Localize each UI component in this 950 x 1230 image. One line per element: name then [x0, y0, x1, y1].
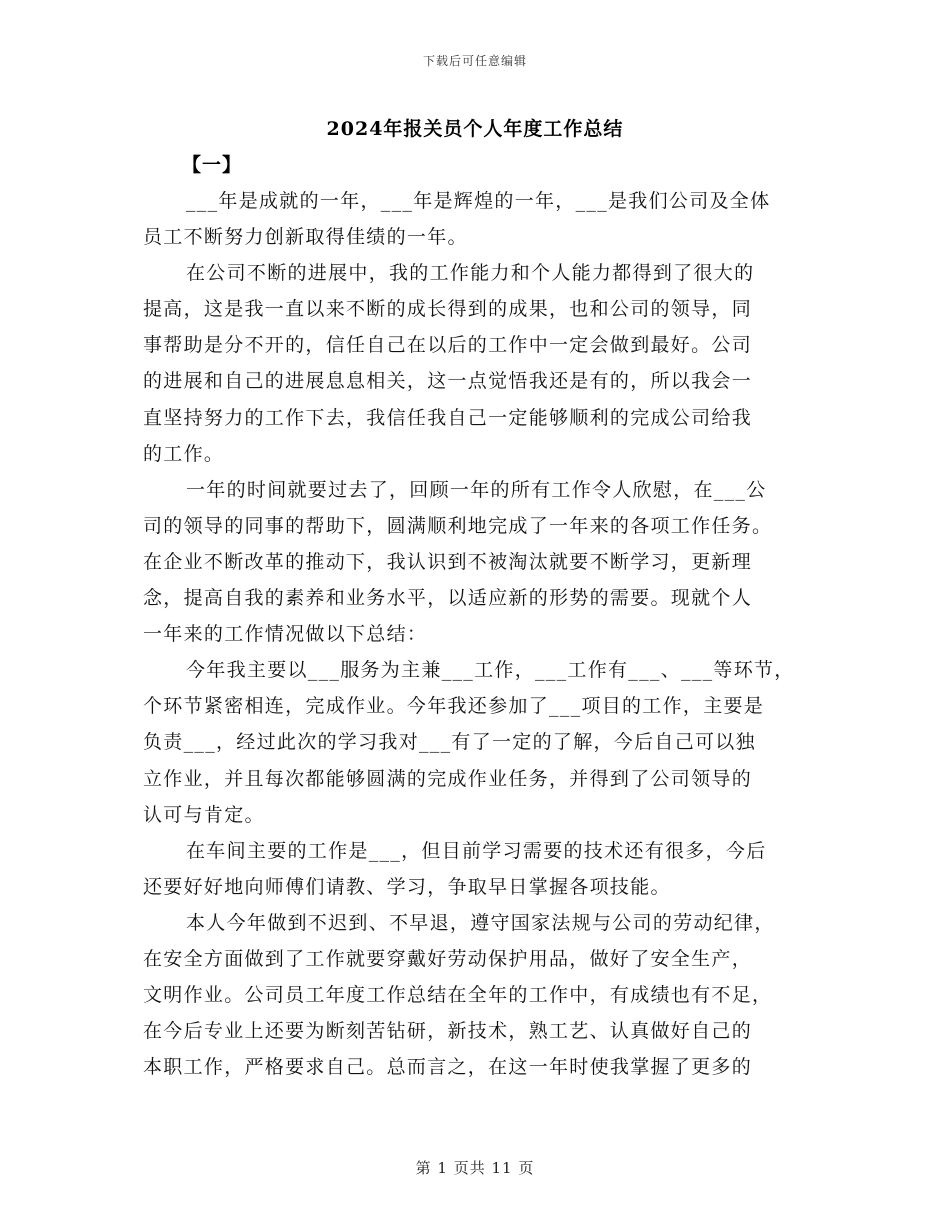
page-indicator: 第 1 页共 11 页 [415, 1159, 535, 1177]
body-text-line: 在车间主要的工作是___，但目前学习需要的技术还有很多，今后 [186, 839, 767, 862]
body-text-line: 提高，这是我一直以来不断的成长得到的成果，也和公司的领导，同 [143, 298, 753, 321]
section-label: 【一】 [182, 154, 243, 176]
body-text-line: 本人今年做到不迟到、不早退，遵守国家法规与公司的劳动纪律， [186, 911, 775, 934]
body-text-line: 今年我主要以___服务为主兼___工作，___工作有___、___等环节， [186, 659, 795, 682]
body-text-line: 在今后专业上还要为断刻苦钻研，新技术，熟工艺、认真做好自己的 [143, 1020, 753, 1043]
body-text-line: 文明作业。公司员工年度工作总结在全年的工作中，有成绩也有不足， [143, 984, 773, 1007]
body-text-line: 直坚持努力的工作下去，我信任我自己一定能够顺利的完成公司给我 [143, 406, 753, 429]
body-text-line: 司的领导的同事的帮助下，圆满顺利地完成了一年来的各项工作任务。 [143, 514, 773, 537]
body-text-line: 念，提高自我的素养和业务水平，以适应新的形势的需要。现就个人 [143, 587, 753, 610]
body-text-line: 一年来的工作情况做以下总结： [143, 623, 428, 646]
body-text-line: ___年是成就的一年，___年是辉煌的一年，___是我们公司及全体 [186, 190, 771, 212]
body-text-line: 的进展和自己的进展息息相关，这一点觉悟我还是有的，所以我会一 [143, 370, 753, 393]
body-text-line: 在公司不断的进展中，我的工作能力和个人能力都得到了很大的 [186, 262, 755, 285]
body-text-line: 员工不断努力创新取得佳绩的一年。 [143, 226, 468, 249]
body-text-line: 立作业，并且每次都能够圆满的完成作业任务，并得到了公司领导的 [143, 767, 753, 790]
body-text-line: 事帮助是分不开的，信任自己在以后的工作中一定会做到最好。公司 [143, 334, 753, 357]
document-title: 2024年报关员个人年度工作总结 [326, 118, 624, 140]
body-text-line: 负责___，经过此次的学习我对___有了一定的了解，今后自己可以独 [143, 731, 756, 754]
body-text-line: 一年的时间就要过去了，回顾一年的所有工作令人欣慰，在___公 [186, 478, 767, 501]
body-text-line: 在企业不断改革的推动下，我认识到不被淘汰就要不断学习，更新理 [143, 550, 753, 573]
body-text-line: 认可与肯定。 [143, 803, 265, 826]
body-text-line: 个环节紧密相连，完成作业。今年我还参加了___项目的工作，主要是 [143, 695, 765, 718]
body-text-line: 的工作。 [143, 442, 225, 465]
body-text-line: 在安全方面做到了工作就要穿戴好劳动保护用品，做好了安全生产， [143, 947, 753, 970]
body-text-line: 还要好好地向师傅们请教、学习，争取早日掌握各项技能。 [143, 875, 671, 898]
document-body [143, 183, 823, 1085]
body-text-line: 本职工作，严格要求自己。总而言之，在这一年时使我掌握了更多的 [143, 1056, 753, 1079]
download-edit-note: 下载后可任意编辑 [422, 54, 527, 68]
